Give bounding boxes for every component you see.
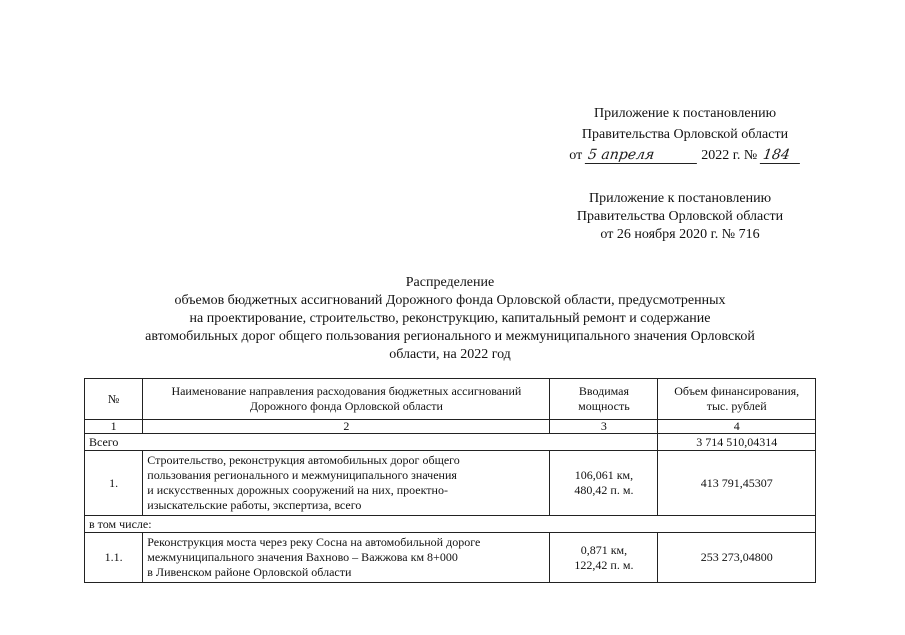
- column-number: 2: [143, 420, 550, 434]
- row-name-line: в Ливенском районе Орловской области: [147, 565, 352, 579]
- header-amount-line2: тыс. рублей: [706, 399, 767, 413]
- column-number: 3: [550, 420, 658, 434]
- title-line5: области, на 2022 год: [389, 347, 511, 362]
- handwritten-number: 184: [760, 147, 802, 164]
- header-name-line1: Наименование направления расходования бюджетных ассигнований: [171, 384, 522, 398]
- title-line1: Распределение: [405, 275, 495, 290]
- including-row: [85, 516, 816, 533]
- row-amount: 413 791,45307: [658, 451, 816, 516]
- total-row: [85, 434, 816, 451]
- row-name: [143, 533, 550, 583]
- row-capacity-line: 480,42 п. м.: [574, 483, 634, 497]
- row-name-line: межмуниципального значения Вахново – Важжова км 8+000: [147, 550, 458, 564]
- row-name-line: изыскательские работы, экспертиза, всего: [147, 498, 362, 512]
- old-appendix-line1: Приложение к постановлению: [588, 191, 772, 206]
- row-name-line: Реконструкция моста через реку Сосна на автомобильной дороге: [147, 535, 481, 549]
- old-appendix-line2: Правительства Орловской области: [576, 209, 784, 224]
- row-capacity: [550, 451, 658, 516]
- new-appendix-date-line: [540, 145, 830, 166]
- row-number: 1.: [85, 451, 143, 516]
- header-capacity: [550, 379, 658, 420]
- table-row: [85, 533, 816, 583]
- row-name: [143, 451, 550, 516]
- header-amount: [658, 379, 816, 420]
- header-name-line2: Дорожного фонда Орловской области: [249, 399, 443, 413]
- header-amount-line1: Объем финансирования,: [674, 384, 800, 398]
- title-line4: автомобильных дорог общего пользования регионального и межмуниципального значения Орловской: [145, 329, 755, 344]
- header-capacity-line2: мощность: [578, 399, 630, 413]
- title-line2: объемов бюджетных ассигнований Дорожного фонда Орловской области, предусмотренных: [174, 293, 726, 308]
- new-appendix-line2: Правительства Орловской области: [581, 127, 789, 142]
- row-capacity-line: 122,42 п. м.: [574, 557, 634, 572]
- row-name-line: Строительство, реконструкция автомобильных дорог общего: [147, 453, 460, 467]
- total-value: 3 714 510,04314: [658, 434, 816, 451]
- table-header-row: [85, 379, 816, 420]
- header-name: [143, 379, 550, 420]
- old-appendix-line3: от 26 ноября 2020 г. № 716: [600, 227, 760, 242]
- row-amount: 253 273,04800: [658, 533, 816, 583]
- date-prefix: от: [569, 148, 583, 163]
- header-number: №: [85, 379, 143, 420]
- row-capacity-line: 0,871 км,: [580, 542, 628, 557]
- new-appendix-header: [540, 103, 830, 166]
- row-number: 1.1.: [85, 533, 143, 583]
- handwritten-date: 5 апреля: [585, 147, 699, 164]
- row-capacity-line: 106,061 км,: [574, 468, 634, 482]
- row-capacity: [550, 533, 658, 583]
- header-capacity-line1: Вводимая: [578, 384, 629, 398]
- row-name-line: пользования регионального и межмуниципального значения: [147, 468, 457, 482]
- column-number-row: [85, 420, 816, 434]
- row-name-line: и искусственных дорожных сооружений на них, проектно-: [147, 483, 448, 497]
- date-year: 2022 г. №: [701, 148, 758, 163]
- column-number: 1: [85, 420, 143, 434]
- title-line3: на проектирование, строительство, реконструкцию, капитальный ремонт и содержание: [189, 311, 711, 326]
- table-row: [85, 451, 816, 516]
- column-number: 4: [658, 420, 816, 434]
- allocation-table: [84, 378, 816, 583]
- including-label: в том числе:: [85, 516, 816, 533]
- total-label: Всего: [85, 434, 658, 451]
- old-appendix-header: [545, 190, 815, 244]
- new-appendix-line1: Приложение к постановлению: [593, 106, 777, 121]
- document-title: [110, 274, 790, 364]
